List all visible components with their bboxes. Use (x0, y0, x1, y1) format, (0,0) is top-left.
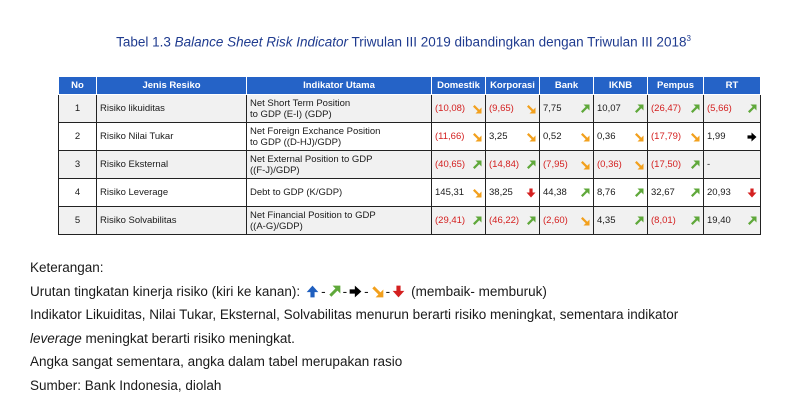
cell-value: (7,95) (543, 159, 568, 170)
notes-heading: Keterangan: (30, 260, 104, 276)
cell-korporasi (486, 123, 540, 151)
table-row (59, 95, 761, 123)
cell-domestik (432, 95, 486, 123)
cell-iknb (594, 123, 648, 151)
table-row (59, 207, 761, 235)
cell-pempus (648, 179, 704, 207)
cell-domestik (432, 179, 486, 207)
down-right-arrow-icon (472, 104, 482, 114)
cell-iknb (594, 207, 648, 235)
cell-value: (40,65) (435, 159, 466, 170)
cell-korporasi (486, 179, 540, 207)
notes-order-text: Urutan tingkatan kinerja risiko (kiri ke kanan): (30, 283, 301, 299)
down-right-arrow-icon (371, 285, 384, 298)
legend-icons: - - - - (306, 284, 405, 299)
down-right-arrow-icon (580, 132, 590, 142)
cell-value: 0,36 (597, 131, 616, 142)
row-no: 4 (59, 179, 97, 207)
table-row (59, 151, 761, 179)
title-italic: Balance Sheet Risk Indicator (174, 34, 348, 50)
cell-value: 7,75 (543, 103, 562, 114)
cell-value: (46,22) (489, 215, 520, 226)
cell-value: 3,25 (489, 131, 508, 142)
header-no: No (59, 77, 97, 95)
cell-iknb (594, 179, 648, 207)
cell-korporasi (486, 95, 540, 123)
cell-domestik (432, 207, 486, 235)
title-footnote: 3 (686, 34, 691, 43)
cell-value: (8,01) (651, 215, 676, 226)
cell-rt (704, 95, 761, 123)
down-right-arrow-icon (634, 160, 644, 170)
indikator-line-2: ((F-J)/GDP) (250, 164, 300, 176)
up-right-arrow-icon (328, 285, 341, 298)
down-arrow-icon (747, 188, 757, 198)
cell-iknb (594, 95, 648, 123)
cell-value: 0,52 (543, 131, 562, 142)
cell-value: - (707, 159, 711, 170)
row-indikator-utama (247, 179, 432, 207)
table-title (0, 34, 807, 50)
up-right-arrow-icon (472, 216, 482, 226)
up-right-arrow-icon (580, 104, 590, 114)
header-korporasi: Korporasi (486, 77, 540, 95)
cell-value: 44,38 (543, 187, 567, 198)
cell-domestik (432, 151, 486, 179)
cell-bank (540, 179, 594, 207)
cell-value: 145,31 (435, 187, 465, 198)
header-pempus: Pempus (648, 77, 704, 95)
cell-rt (704, 151, 761, 179)
cell-value: 38,25 (489, 187, 513, 198)
right-arrow-icon (747, 132, 757, 142)
down-right-arrow-icon (472, 132, 482, 142)
cell-value: (0,36) (597, 159, 622, 170)
cell-bank (540, 95, 594, 123)
cell-value: (26,47) (651, 103, 682, 114)
down-right-arrow-icon (690, 132, 700, 142)
right-arrow-icon (349, 285, 362, 298)
cell-korporasi (486, 151, 540, 179)
header-iknb: IKNB (594, 77, 648, 95)
row-indikator-utama (247, 207, 432, 235)
indikator-line-1: Net Foreign Exchance Position (250, 125, 381, 137)
table-row (59, 179, 761, 207)
cell-value: 19,40 (707, 215, 731, 226)
down-arrow-icon (526, 188, 536, 198)
up-right-arrow-icon (634, 104, 644, 114)
cell-value: (2,60) (543, 215, 568, 226)
cell-value: 32,67 (651, 187, 675, 198)
indikator-line-1: Debt to GDP (K/GDP) (250, 187, 343, 198)
cell-pempus (648, 95, 704, 123)
table-row (59, 123, 761, 151)
row-no: 3 (59, 151, 97, 179)
down-right-arrow-icon (580, 216, 590, 226)
cell-value: (29,41) (435, 215, 466, 226)
up-right-arrow-icon (747, 216, 757, 226)
indikator-line-2: to GDP (E-I) (GDP) (250, 108, 332, 120)
cell-rt (704, 179, 761, 207)
cell-pempus (648, 123, 704, 151)
cell-rt (704, 207, 761, 235)
down-right-arrow-icon (526, 104, 536, 114)
cell-rt (704, 123, 761, 151)
cell-value: 10,07 (597, 103, 621, 114)
cell-bank (540, 123, 594, 151)
up-right-arrow-icon (747, 104, 757, 114)
table-header-row (59, 77, 761, 95)
cell-domestik (432, 123, 486, 151)
cell-pempus (648, 207, 704, 235)
notes-line-5: Angka sangat sementara, angka dalam tabel merupakan rasio (30, 354, 403, 370)
row-jenis-resiko: Risiko Solvabilitas (97, 207, 247, 235)
up-right-arrow-icon (526, 216, 536, 226)
notes-section (30, 256, 678, 397)
notes-line-4-rest: meningkat berarti risiko meningkat. (81, 330, 295, 346)
up-right-arrow-icon (634, 216, 644, 226)
row-jenis-resiko: Risiko Leverage (97, 179, 247, 207)
cell-value: 20,93 (707, 187, 731, 198)
up-right-arrow-icon (690, 188, 700, 198)
up-right-arrow-icon (634, 188, 644, 198)
notes-line-4 (30, 327, 678, 351)
down-right-arrow-icon (580, 160, 590, 170)
header-bank: Bank (540, 77, 594, 95)
header-domestik: Domestik (432, 77, 486, 95)
down-right-arrow-icon (472, 188, 482, 198)
up-right-arrow-icon (526, 160, 536, 170)
cell-value: (10,08) (435, 103, 466, 114)
row-jenis-resiko: Risiko Eksternal (97, 151, 247, 179)
indikator-line-2: to GDP ((D-HJ)/GDP) (250, 136, 342, 148)
row-jenis-resiko: Risiko Nilai Tukar (97, 123, 247, 151)
notes-line-4-italic: leverage (30, 330, 82, 346)
cell-korporasi (486, 207, 540, 235)
risk-indicator-table (58, 76, 761, 235)
cell-iknb (594, 151, 648, 179)
up-right-arrow-icon (690, 216, 700, 226)
cell-value: 1,99 (707, 131, 726, 142)
cell-value: (17,79) (651, 131, 682, 142)
header-rt: RT (704, 77, 761, 95)
notes-order-line (30, 280, 678, 304)
cell-bank (540, 207, 594, 235)
down-arrow-icon (392, 285, 405, 298)
cell-value: (5,66) (707, 103, 732, 114)
notes-line-6: Sumber: Bank Indonesia, diolah (30, 377, 222, 393)
indikator-line-2: ((A-G)/GDP) (250, 220, 303, 232)
cell-value: 8,76 (597, 187, 616, 198)
up-right-arrow-icon (472, 160, 482, 170)
cell-value: (17,50) (651, 159, 682, 170)
row-indikator-utama (247, 95, 432, 123)
title-prefix: Tabel 1.3 (116, 34, 175, 50)
row-no: 2 (59, 123, 97, 151)
up-right-arrow-icon (580, 188, 590, 198)
header-jenis-resiko: Jenis Resiko (97, 77, 247, 95)
cell-value: 4,35 (597, 215, 616, 226)
row-no: 5 (59, 207, 97, 235)
row-jenis-resiko: Risiko likuiditas (97, 95, 247, 123)
row-indikator-utama (247, 123, 432, 151)
row-indikator-utama (247, 151, 432, 179)
cell-value: (14,84) (489, 159, 520, 170)
cell-value: (9,65) (489, 103, 514, 114)
row-no: 1 (59, 95, 97, 123)
notes-order-paren: (membaik- memburuk) (411, 283, 547, 299)
down-right-arrow-icon (634, 132, 644, 142)
indikator-line-1: Net Financial Position to GDP (250, 209, 376, 221)
cell-bank (540, 151, 594, 179)
up-right-arrow-icon (690, 160, 700, 170)
cell-value: (11,66) (435, 131, 465, 142)
indikator-line-1: Net Short Term Position (250, 97, 351, 109)
down-right-arrow-icon (526, 132, 536, 142)
up-right-arrow-icon (690, 104, 700, 114)
up-arrow-icon (306, 285, 319, 298)
cell-pempus (648, 151, 704, 179)
title-suffix: Triwulan III 2019 dibandingkan dengan Triwulan III 2018 (347, 34, 687, 50)
notes-line-3: Indikator Likuiditas, Nilai Tukar, Eksternal, Solvabilitas menurun berarti risiko meningkat, sementara indikator (30, 307, 679, 323)
header-indikator-utama: Indikator Utama (247, 77, 432, 95)
indikator-line-1: Net External Position to GDP (250, 153, 373, 165)
